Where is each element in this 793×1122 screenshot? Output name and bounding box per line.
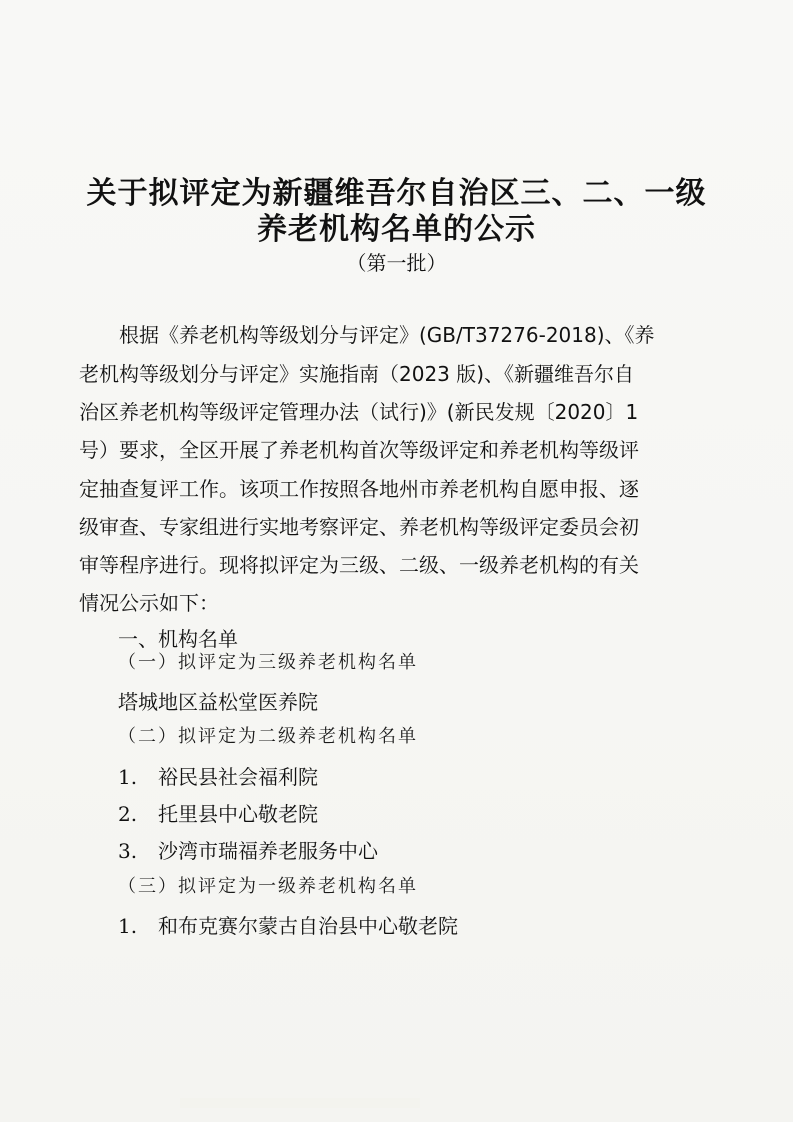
level-3-institution: 塔城地区益松堂医养院 (118, 690, 318, 714)
subheading-level-2: （二）拟评定为二级养老机构名单 (118, 726, 418, 747)
level-2-item-1 (118, 763, 318, 791)
section-heading-institution-list: 一、机构名单 (118, 627, 238, 651)
institution-name: 和布克赛尔蒙古自治县中心敬老院 (158, 914, 458, 938)
subheading-level-3: （一）拟评定为三级养老机构名单 (118, 652, 418, 673)
list-number: 3. (118, 839, 138, 863)
body-line-3: 治区养老机构等级评定管理办法（试行)》(新民发规〔2020〕1 (79, 400, 639, 424)
document-title-line-2: 养老机构名单的公示 (257, 212, 536, 247)
scan-smudge (180, 1098, 420, 1108)
batch-label: （第一批） (346, 251, 447, 275)
body-line-6: 级审查、专家组进行实地考察评定、养老机构等级评定委员会初 (79, 515, 639, 539)
body-line-5: 定抽查复评工作。该项工作按照各地州市养老机构自愿申报、逐 (79, 477, 639, 501)
body-line-2: 老机构等级划分与评定》实施指南（2023 版)、《新疆维吾尔自 (79, 362, 635, 386)
subheading-level-1: （三）拟评定为一级养老机构名单 (118, 876, 418, 897)
list-number: 2. (118, 802, 138, 826)
body-line-4: 号）要求，全区开展了养老机构首次等级评定和养老机构等级评 (79, 438, 639, 462)
level-1-item-1 (118, 912, 458, 940)
level-2-item-2 (118, 800, 318, 828)
body-line-7: 审等程序进行。现将拟评定为三级、二级、一级养老机构的有关 (79, 553, 639, 577)
body-line-8: 情况公示如下： (79, 591, 219, 615)
level-2-item-3 (118, 837, 378, 865)
institution-name: 沙湾市瑞福养老服务中心 (158, 839, 378, 863)
list-number: 1. (118, 914, 138, 938)
body-line-1: 根据《养老机构等级划分与评定》(GB/T37276-2018)、《养 (79, 323, 655, 347)
institution-name: 托里县中心敬老院 (158, 802, 318, 826)
document-title-line-1: 关于拟评定为新疆维吾尔自治区三、二、一级 (86, 176, 707, 211)
institution-name: 裕民县社会福利院 (158, 765, 318, 789)
list-number: 1. (118, 765, 138, 789)
